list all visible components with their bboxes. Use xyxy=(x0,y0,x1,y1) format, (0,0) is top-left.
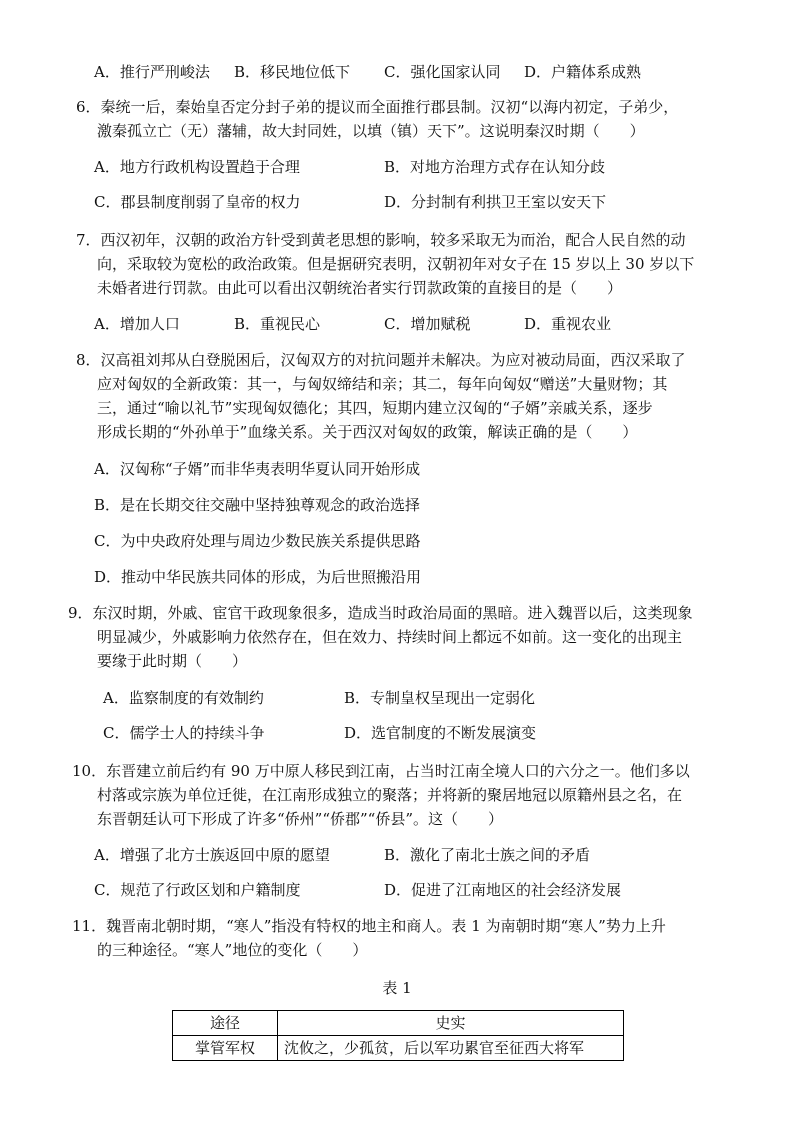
q10-option-b: B．激化了南北士族之间的矛盾 xyxy=(384,846,591,864)
q8-line-1: 8．汉高祖刘邦从白登脱困后，汉匈双方的对抗问题并未解决。为应对被动局面，西汉采取了 xyxy=(76,351,686,369)
q10-line-1: 10．东晋建立前后约有 90 万中原人移民到江南，占当时江南全境人口的六分之一。他们多以 xyxy=(72,762,690,780)
q7-option-a: A．增加人口 xyxy=(94,315,180,333)
q9-line-2: 明显减少，外戚影响力依然存在，但在效力、持续时间上都远不如前。这一变化的出现主 xyxy=(97,628,683,646)
table-header-cell: 史实 xyxy=(278,1011,624,1036)
table-header-cell: 途径 xyxy=(173,1011,278,1036)
table-row xyxy=(173,1036,624,1061)
q7-option-d: D．重视农业 xyxy=(524,315,612,333)
table-caption: 表 1 xyxy=(382,979,412,997)
q6-line-2: 激秦孤立亡（无）藩辅，故大封同姓，以填（镇）天下”。这说明秦汉时期（ ） xyxy=(97,122,645,140)
q8-option-d: D．推动中华民族共同体的形成，为后世照搬沿用 xyxy=(94,568,422,586)
table-1 xyxy=(172,1010,624,1061)
q6-option-c: C．郡县制度削弱了皇帝的权力 xyxy=(94,193,301,211)
q10-option-c: C．规范了行政区划和户籍制度 xyxy=(94,881,301,899)
q7-line-2: 向，采取较为宽松的政治政策。但是据研究表明，汉朝初年对女子在 15 岁以上 30 岁以下 xyxy=(97,255,695,273)
q10-option-a: A．增强了北方士族返回中原的愿望 xyxy=(94,846,330,864)
q10-line-2: 村落或宗族为单位迁徙，在江南形成独立的聚落；并将新的聚居地冠以原籍州县之名，在 xyxy=(97,786,683,804)
q8-option-c: C．为中央政府处理与周边少数民族关系提供思路 xyxy=(94,532,421,550)
q10-line-3: 东晋朝廷认可下形成了许多“侨州”“侨郡”“侨县”。这（ ） xyxy=(97,810,504,828)
q5-option-d: D．户籍体系成熟 xyxy=(524,63,642,81)
q11-line-2: 的三种途径。“寒人”地位的变化（ ） xyxy=(97,941,368,959)
q7-option-c: C．增加赋税 xyxy=(384,315,471,333)
table-header-row xyxy=(173,1011,624,1036)
q8-option-a: A．汉匈称“子婿”而非华夷表明华夏认同开始形成 xyxy=(94,460,421,478)
q6-line-1: 6．秦统一后，秦始皇否定分封子弟的提议而全面推行郡县制。汉初“以海内初定，子弟少， xyxy=(76,98,679,116)
q9-line-3: 要缘于此时期（ ） xyxy=(97,652,248,670)
q8-line-2: 应对匈奴的全新政策：其一，与匈奴缔结和亲；其二，每年向匈奴“赠送”大量财物；其 xyxy=(97,375,668,393)
q5-option-a: A．推行严刑峻法 xyxy=(94,63,210,81)
q11-line-1: 11．魏晋南北朝时期，“寒人”指没有特权的地主和商人。表 1 为南朝时期“寒人”势力上升 xyxy=(72,917,666,935)
q5-option-c: C．强化国家认同 xyxy=(384,63,501,81)
q9-option-d: D．选官制度的不断发展演变 xyxy=(344,724,537,742)
q6-option-a: A．地方行政机构设置趋于合理 xyxy=(94,158,300,176)
q8-line-4: 形成长期的“外孙单于”血缘关系。关于西汉对匈奴的政策，解读正确的是（ ） xyxy=(97,423,638,441)
q7-line-1: 7．西汉初年，汉朝的政治方针受到黄老思想的影响，较多采取无为而治，配合人民自然的动 xyxy=(76,231,686,249)
table-cell: 掌管军权 xyxy=(173,1036,278,1061)
q9-option-c: C．儒学士人的持续斗争 xyxy=(103,724,265,742)
table-cell: 沈攸之，少孤贫，后以军功累官至征西大将军 xyxy=(278,1036,624,1061)
q7-line-3: 未婚者进行罚款。由此可以看出汉朝统治者实行罚款政策的直接目的是（ ） xyxy=(97,279,623,297)
q9-option-b: B．专制皇权呈现出一定弱化 xyxy=(344,689,536,707)
q6-option-b: B．对地方治理方式存在认知分歧 xyxy=(384,158,606,176)
q7-option-b: B．重视民心 xyxy=(234,315,321,333)
q5-option-b: B．移民地位低下 xyxy=(234,63,351,81)
q10-option-d: D．促进了江南地区的社会经济发展 xyxy=(384,881,622,899)
q8-option-b: B．是在长期交往交融中坚持独尊观念的政治选择 xyxy=(94,496,421,514)
q6-option-d: D．分封制有利拱卫王室以安天下 xyxy=(384,193,607,211)
q9-option-a: A．监察制度的有效制约 xyxy=(103,689,264,707)
q9-line-1: 9．东汉时期，外戚、宦官干政现象很多，造成当时政治局面的黑暗。进入魏晋以后，这类现象 xyxy=(68,604,693,622)
q8-line-3: 三，通过“喻以礼节”实现匈奴德化；其四，短期内建立汉匈的“子婿”亲戚关系，逐步 xyxy=(97,399,653,417)
